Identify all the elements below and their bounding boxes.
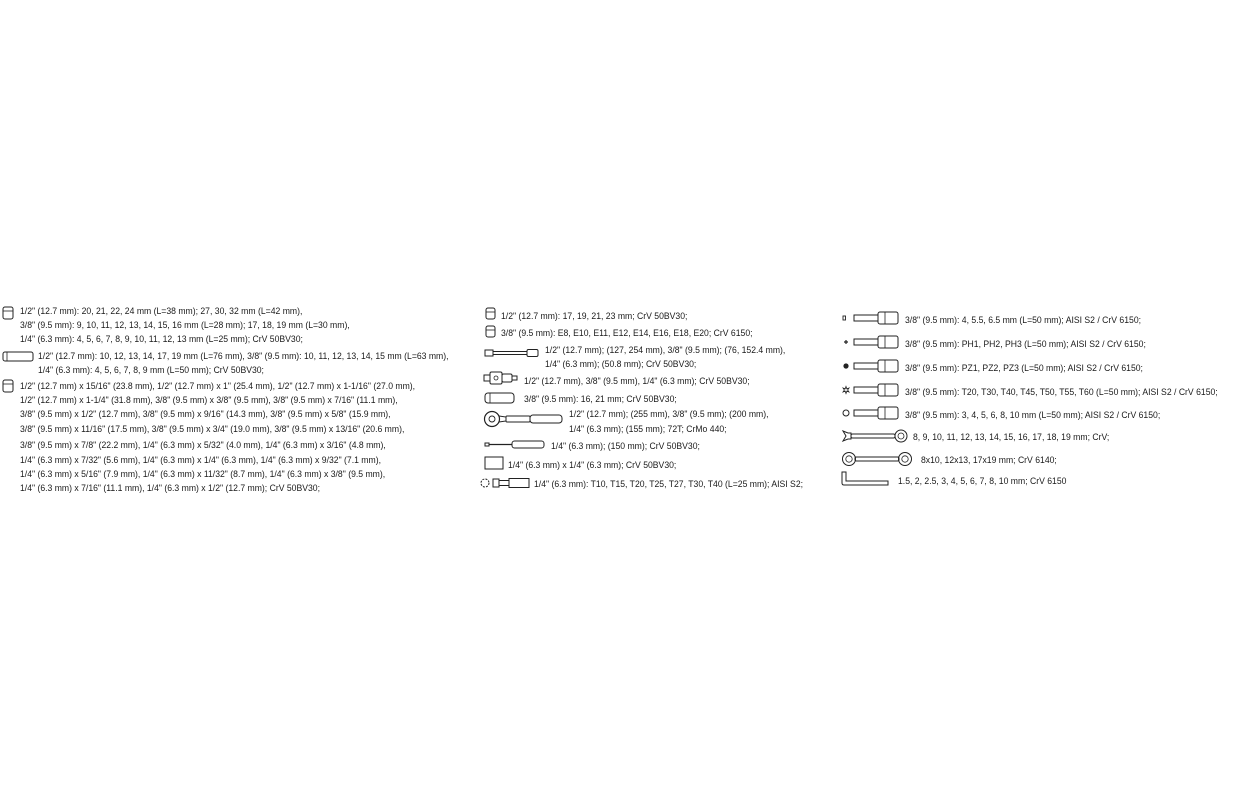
inch-sockets-line-3: 3/8" (9.5 mm) x 1/2" (12.7 mm), 3/8" (9.5 mm) x 9/16" (14.3 mm), 3/8" (9.5 mm) x 5/8" (15.9 mm), — [20, 409, 391, 420]
phillips-bit-socket-icon — [842, 335, 900, 349]
torx-bits-text: 1/4" (6.3 mm): T10, T15, T20, T25, T27, T30, T40 (L=25 mm); AISI S2; — [534, 479, 804, 490]
ratchets-line-2: 1/4" (6.3 mm); (155 mm); 72T; CrMo 440; — [569, 424, 727, 435]
pozidriv-bit-sockets-text: 3/8" (9.5 mm): PZ1, PZ2, PZ3 (L=50 mm); AISI S2 / CrV 6150; — [905, 363, 1143, 374]
inch-sockets-line-6: 1/4" (6.3 mm) x 7/32" (5.6 mm), 1/4" (6.3 mm) x 1/4" (6.3 mm), 1/4" (6.3 mm) x 9/32" (7.1 mm), — [20, 455, 381, 466]
torx-bit-sockets-text: 3/8" (9.5 mm): T20, T30, T40, T45, T50, T55, T60 (L=50 mm); AISI S2 / CrV 6150; — [905, 387, 1218, 398]
combination-wrench-icon — [841, 428, 909, 444]
allen-bit-socket-icon — [842, 406, 900, 420]
standard-sockets-line-3: 1/4" (6.3 mm): 4, 5, 6, 7, 8, 9, 10, 11, 12, 13 mm (L=25 mm); CrV 50BV30; — [20, 334, 303, 345]
inch-sockets-line-2: 1/2" (12.7 mm) x 1-1/4" (31.8 mm), 3/8" (9.5 mm) x 3/8" (9.5 mm), 3/8" (9.5 mm) x 7/16" (11.1 mm), — [20, 395, 398, 406]
combination-wrenches-text: 8, 9, 10, 11, 12, 13, 14, 15, 16, 17, 18, 19 mm; CrV; — [913, 432, 1110, 443]
standard-sockets-line-1: 1/2" (12.7 mm): 20, 21, 22, 24 mm (L=38 mm); 27, 30, 32 mm (L=42 mm), — [20, 306, 303, 317]
spark-plug-sockets-text: 3/8" (9.5 mm): 16, 21 mm; CrV 50BV30; — [524, 394, 677, 405]
extensions-line-2: 1/4" (6.3 mm); (50.8 mm); CrV 50BV30; — [545, 359, 697, 370]
hex-bit-socket-icon — [842, 311, 900, 325]
inch-sockets-line-4: 3/8" (9.5 mm) x 11/16" (17.5 mm), 3/8" (9.5 mm) x 3/4" (19.0 mm), 3/8" (9.5 mm) x 13/16" (20.6 mm), — [20, 424, 405, 435]
large-sockets-text: 1/2" (12.7 mm): 17, 19, 21, 23 mm; CrV 50BV30; — [501, 311, 688, 322]
allen-bit-sockets-text: 3/8" (9.5 mm): 3, 4, 5, 6, 8, 10 mm (L=50 mm); AISI S2 / CrV 6150; — [905, 410, 1161, 421]
ring-wrench-icon — [841, 451, 913, 467]
hex-bit-sockets-text: 3/8" (9.5 mm): 4, 5.5, 6.5 mm (L=50 mm); AISI S2 / CrV 6150; — [905, 315, 1142, 326]
phillips-bit-sockets-text: 3/8" (9.5 mm): PH1, PH2, PH3 (L=50 mm); AISI S2 / CrV 6150; — [905, 339, 1146, 350]
pozidriv-bit-socket-icon — [842, 359, 900, 373]
inch-sockets-line-5: 3/8" (9.5 mm) x 7/8" (22.2 mm), 1/4" (6.3 mm) x 5/32" (4.0 mm), 1/4" (6.3 mm) x 3/16" (4.8 mm), — [20, 440, 386, 451]
torx-bit-socket-icon — [842, 383, 900, 397]
hex-keys-text: 1.5, 2, 2.5, 3, 4, 5, 6, 7, 8, 10 mm; CrV 6150 — [898, 476, 1067, 487]
inch-sockets-line-7: 1/4" (6.3 mm) x 5/16" (7.9 mm), 1/4" (6.3 mm) x 11/32" (8.7 mm), 1/4" (6.3 mm) x 3/8" (9.5 mm), — [20, 469, 386, 480]
ratchets-line-1: 1/2" (12.7 mm); (255 mm), 3/8" (9.5 mm); (200 mm), — [569, 409, 769, 420]
hex-key-icon — [840, 471, 890, 487]
e-torx-sockets-text: 3/8" (9.5 mm): E8, E10, E11, E12, E14, E16, E18, E20; CrV 6150; — [501, 328, 753, 339]
deep-sockets-line-2: 1/4" (6.3 mm): 4, 5, 6, 7, 8, 9 mm (L=50 mm); CrV 50BV30; — [38, 365, 264, 376]
universal-joints-text: 1/2" (12.7 mm), 3/8" (9.5 mm), 1/4" (6.3 mm); CrV 50BV30; — [524, 376, 750, 387]
ring-wrenches-text: 8x10, 12x13, 17x19 mm; CrV 6140; — [921, 455, 1057, 466]
extensions-line-1: 1/2" (12.7 mm); (127, 254 mm), 3/8" (9.5 mm); (76, 152.4 mm), — [545, 345, 786, 356]
inch-sockets-line-1: 1/2" (12.7 mm) x 15/16" (23.8 mm), 1/2" (12.7 mm) x 1" (25.4 mm), 1/2" (12.7 mm) x 1-1/16" (27.0 mm), — [20, 381, 416, 392]
adapter-text: 1/4" (6.3 mm) x 1/4" (6.3 mm); CrV 50BV30; — [508, 460, 677, 471]
deep-sockets-line-1: 1/2" (12.7 mm): 10, 12, 13, 14, 17, 19 mm (L=76 mm), 3/8" (9.5 mm): 10, 11, 12, 13, 14, 15 mm (L=63 mm), — [38, 351, 449, 362]
spinner-handle-text: 1/4" (6.3 mm); (150 mm); CrV 50BV30; — [551, 441, 700, 452]
standard-sockets-line-2: 3/8" (9.5 mm): 9, 10, 11, 12, 13, 14, 15, 16 mm (L=28 mm); 17, 18, 19 mm (L=30 mm), — [20, 320, 350, 331]
inch-sockets-line-8: 1/4" (6.3 mm) x 7/16" (11.1 mm), 1/4" (6.3 mm) x 1/2" (12.7 mm); CrV 50BV30; — [20, 483, 321, 494]
